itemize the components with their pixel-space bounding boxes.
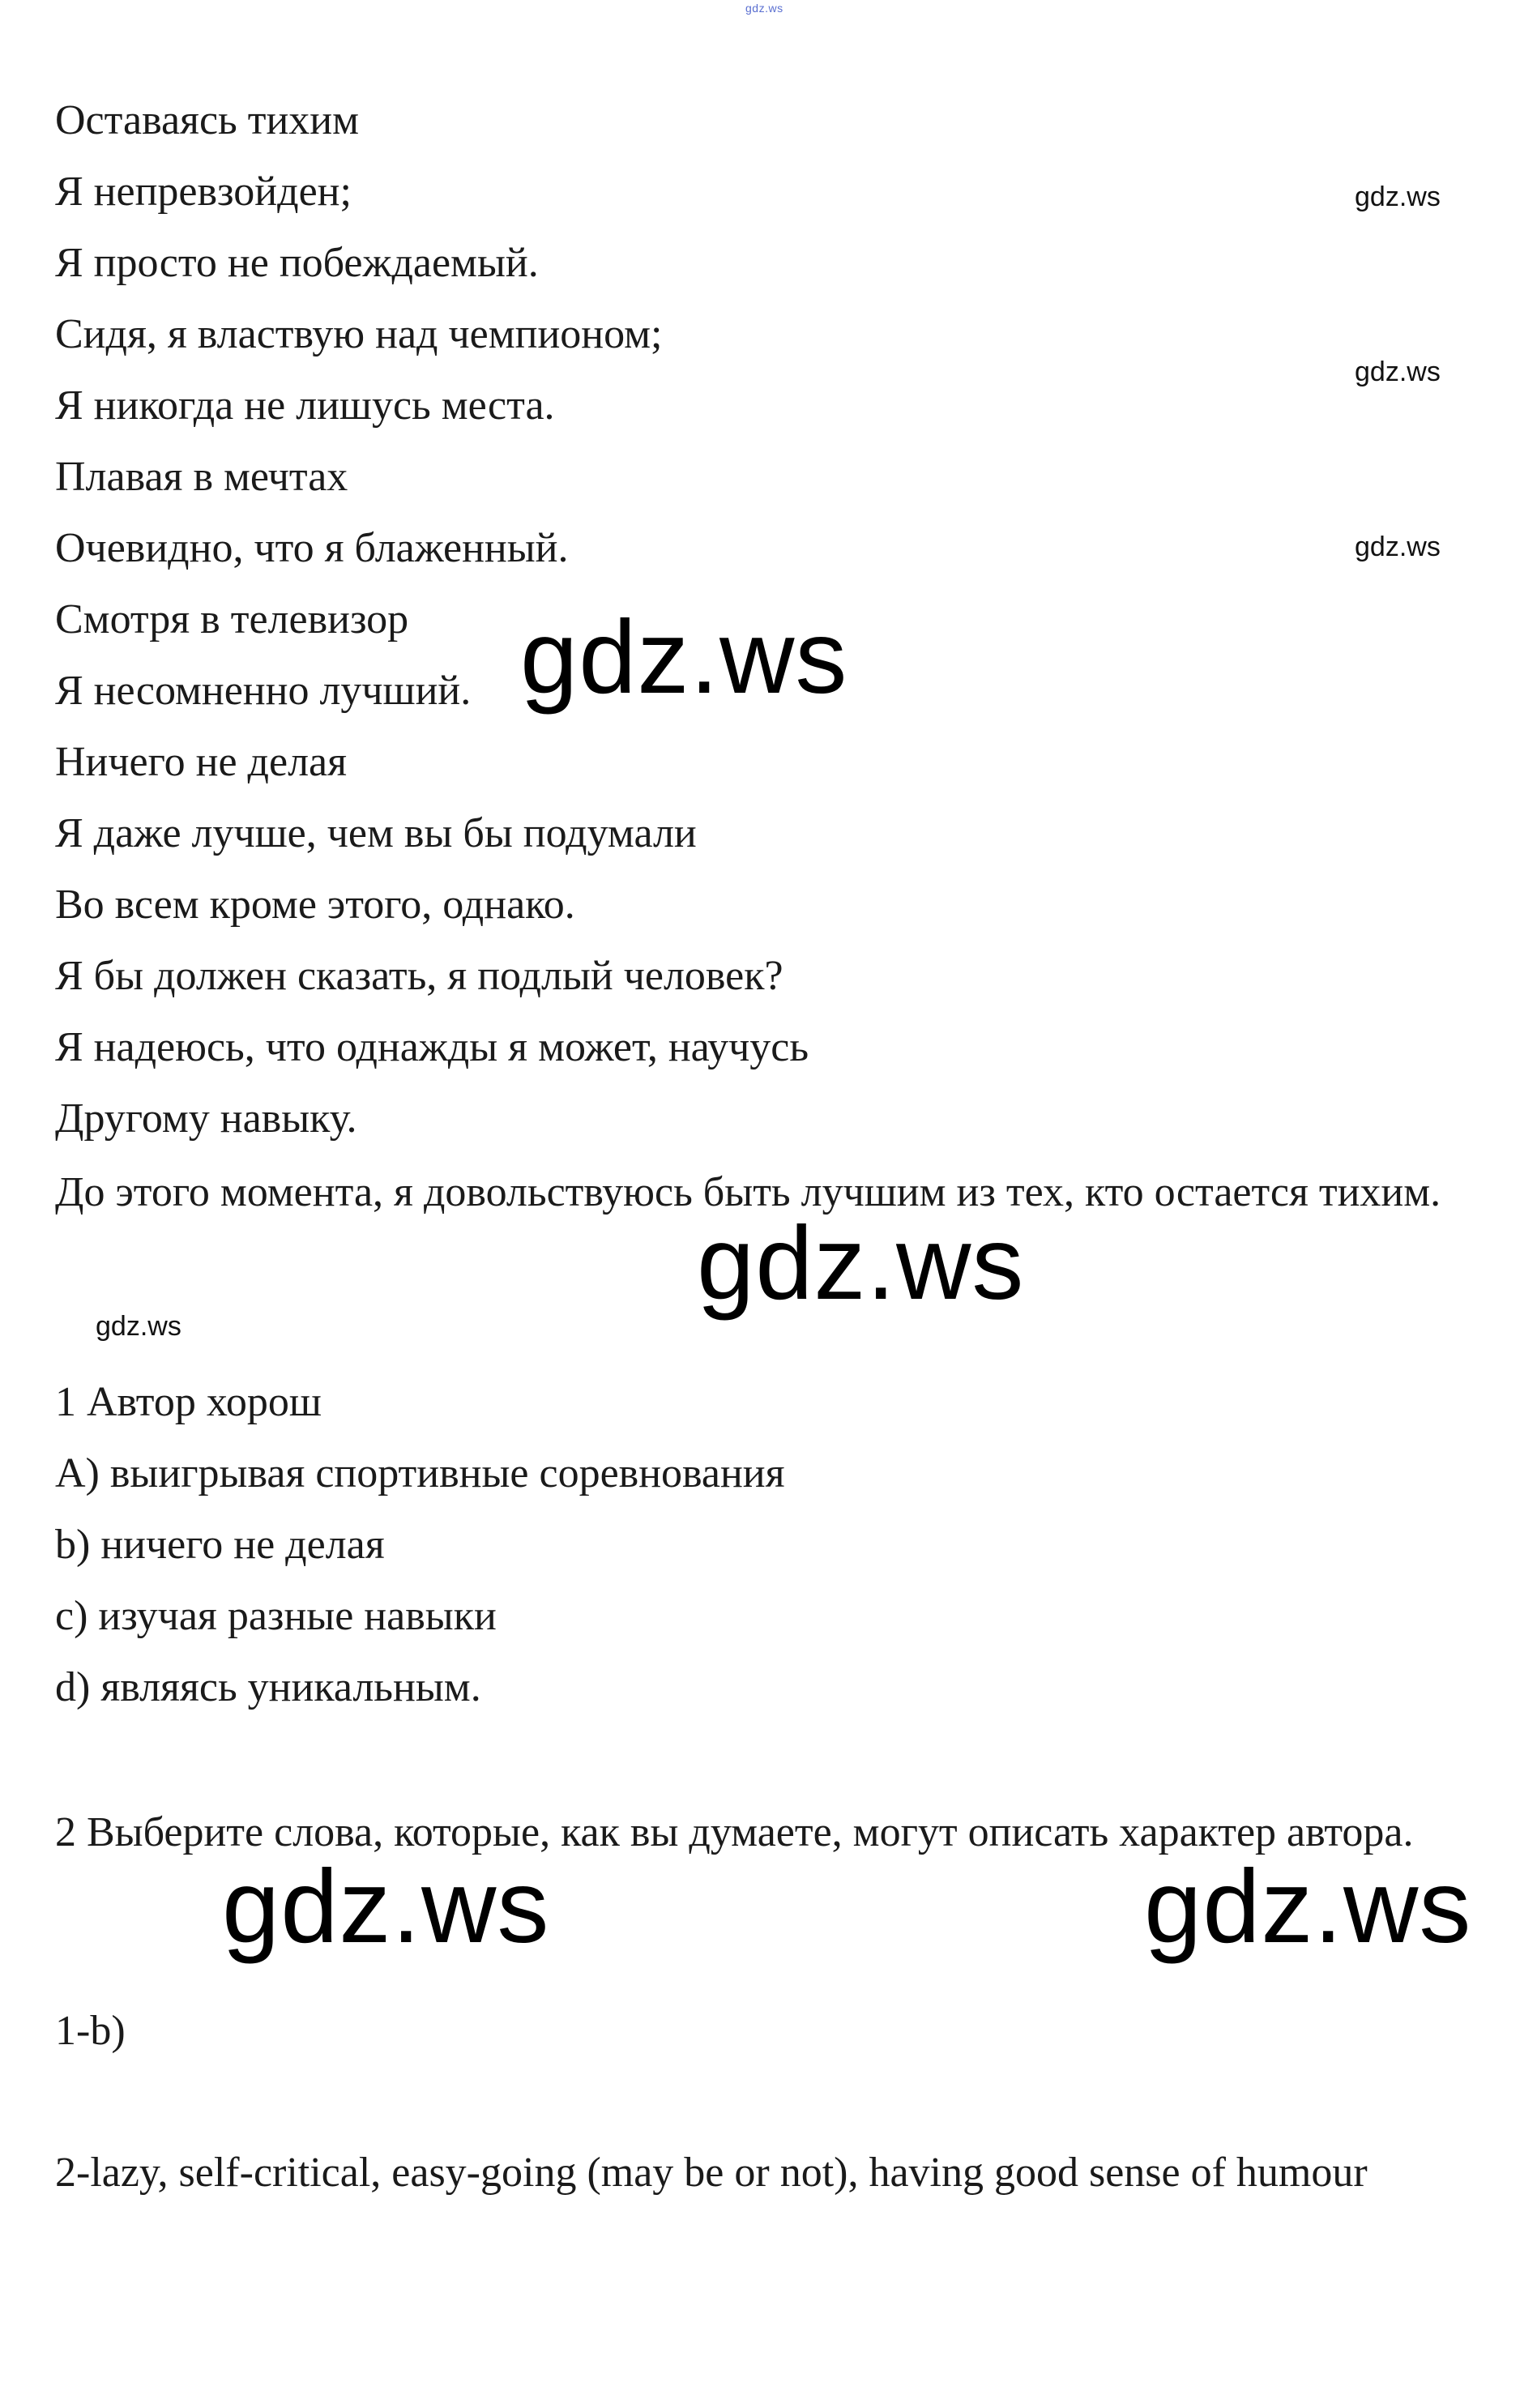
- top-watermark: gdz.ws: [745, 2, 783, 15]
- watermark-big: gdz.ws: [697, 1206, 1025, 1321]
- poem-line: Сидя, я властвую над чемпионом;: [55, 311, 663, 357]
- question-1-option: b) ничего не делая: [55, 1522, 385, 1568]
- question-1-option: A) выигрывая спортивные соревнования: [55, 1450, 785, 1496]
- poem-line: Во всем кроме этого, однако.: [55, 882, 575, 928]
- question-2: 2 Выберите слова, которые, как вы думаете, могут описать характер автора.: [55, 1809, 1414, 1855]
- watermark-small: gdz.ws: [1355, 181, 1441, 212]
- watermark-big: gdz.ws: [520, 600, 848, 715]
- poem-last-line: До этого момента, я довольствуюсь быть лучшим из тех, кто остается тихим.: [55, 1169, 1441, 1215]
- watermark-small: gdz.ws: [1355, 532, 1441, 562]
- poem-line: Оставаясь тихим: [55, 97, 360, 143]
- answer-2: 2-lazy, self-critical, easy-going (may be or not), having good sense of humour: [55, 2150, 1368, 2196]
- poem-line: Очевидно, что я блаженный.: [55, 525, 569, 571]
- poem-line: Я несомненно лучший.: [55, 668, 472, 714]
- watermark-small: gdz.ws: [96, 1311, 181, 1342]
- question-1-option: d) являясь уникальным.: [55, 1664, 481, 1710]
- poem-line: Я непревзойден;: [55, 169, 352, 215]
- question-1-option: c) изучая разные навыки: [55, 1593, 497, 1639]
- poem-line: Плавая в мечтах: [55, 454, 348, 500]
- poem-line: Другому навыку.: [55, 1095, 357, 1142]
- poem-line: Я бы должен сказать, я подлый человек?: [55, 953, 783, 999]
- poem-line: Я даже лучше, чем вы бы подумали: [55, 810, 697, 856]
- watermark-big: gdz.ws: [1144, 1849, 1472, 1965]
- question-1-title: 1 Автор хорош: [55, 1379, 322, 1425]
- poem-line: Я надеюсь, что однажды я может, научусь: [55, 1024, 809, 1070]
- answer-1: 1-b): [55, 2008, 126, 2054]
- poem-line: Ничего не делая: [55, 739, 348, 785]
- poem-line: Смотря в телевизор: [55, 596, 409, 643]
- watermark-small: gdz.ws: [1355, 357, 1441, 387]
- watermark-big: gdz.ws: [222, 1849, 550, 1965]
- poem-line: Я никогда не лишусь места.: [55, 382, 555, 429]
- poem-line: Я просто не побеждаемый.: [55, 240, 539, 286]
